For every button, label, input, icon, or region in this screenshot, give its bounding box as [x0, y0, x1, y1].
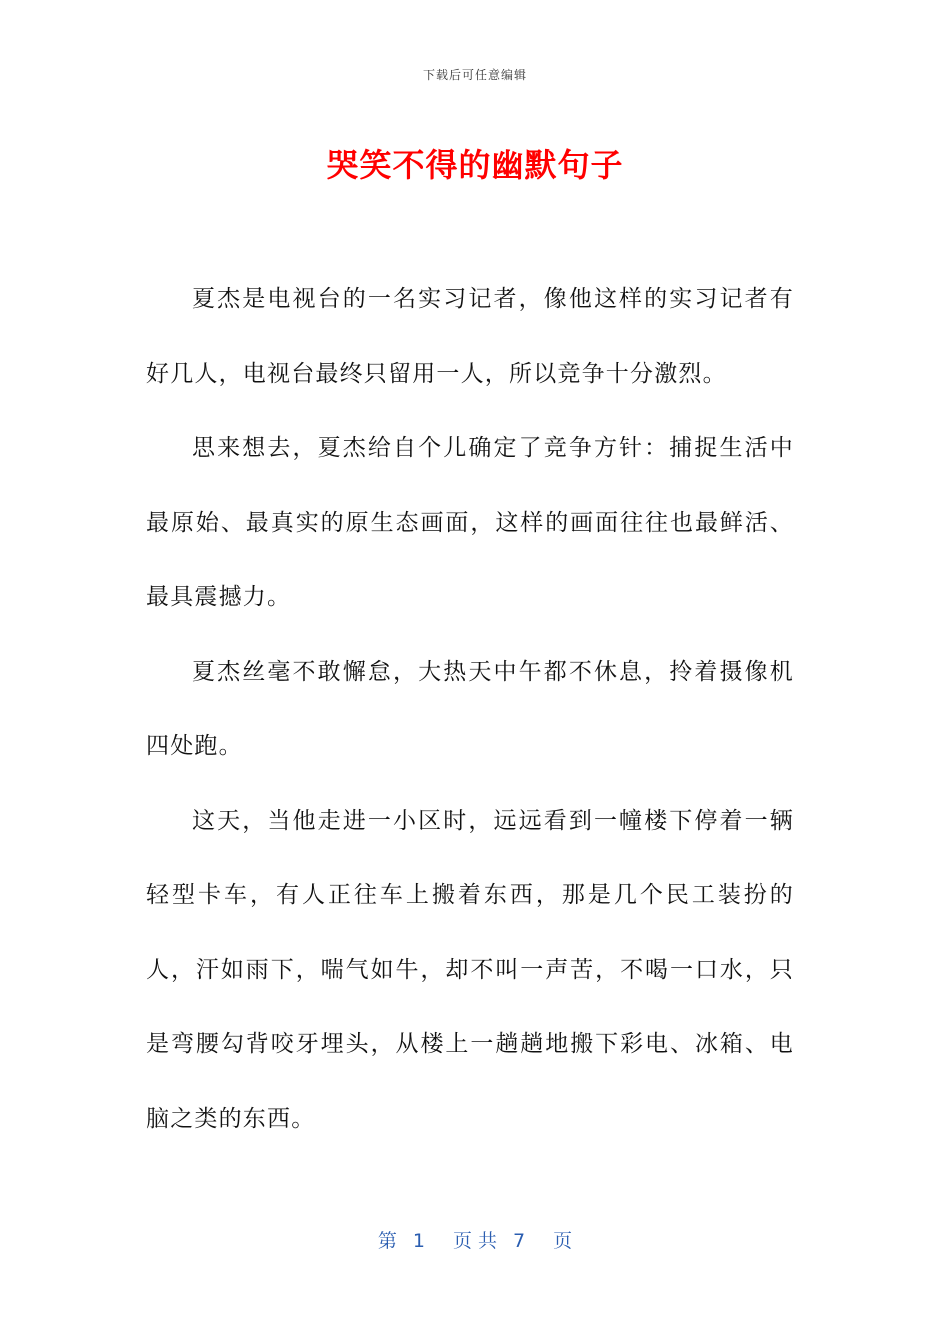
footer-page-middle: 页 共 [452, 1230, 498, 1252]
header-note: 下载后可任意编辑 [422, 68, 527, 82]
document-title: 哭笑不得的幽默句子 [326, 146, 624, 184]
paragraph: 夏杰丝毫不敢懈怠，大热天中午都不休息，拎着摄像机四处跑。 [146, 658, 794, 759]
footer-total-pages: 7 [513, 1230, 526, 1252]
footer-page-suffix: 页 [553, 1230, 573, 1252]
footer-page-prefix: 第 [377, 1230, 397, 1252]
paragraph: 这天，当他走进一小区时，远远看到一幢楼下停着一辆轻型卡车，有人正往车上搬着东西，那是几个民工装扮的人，汗如雨下，喘气如牛，却不叫一声苦，不喝一口水，只是弯腰勾背咬牙埋头，从楼上一趟趟地搬下彩电、冰箱、电脑之类的东西。 [146, 807, 794, 1132]
footer-current-page: 1 [412, 1230, 425, 1252]
paragraph: 思来想去，夏杰给自个儿确定了竞争方针：捕捉生活中最原始、最真实的原生态画面，这样的画面往往也最鲜活、最具震撼力。 [146, 435, 794, 610]
document-body [146, 262, 794, 1156]
paragraph: 夏杰是电视台的一名实习记者，像他这样的实习记者有好几人，电视台最终只留用一人，所以竞争十分激烈。 [146, 286, 794, 387]
page-footer [0, 1226, 950, 1253]
